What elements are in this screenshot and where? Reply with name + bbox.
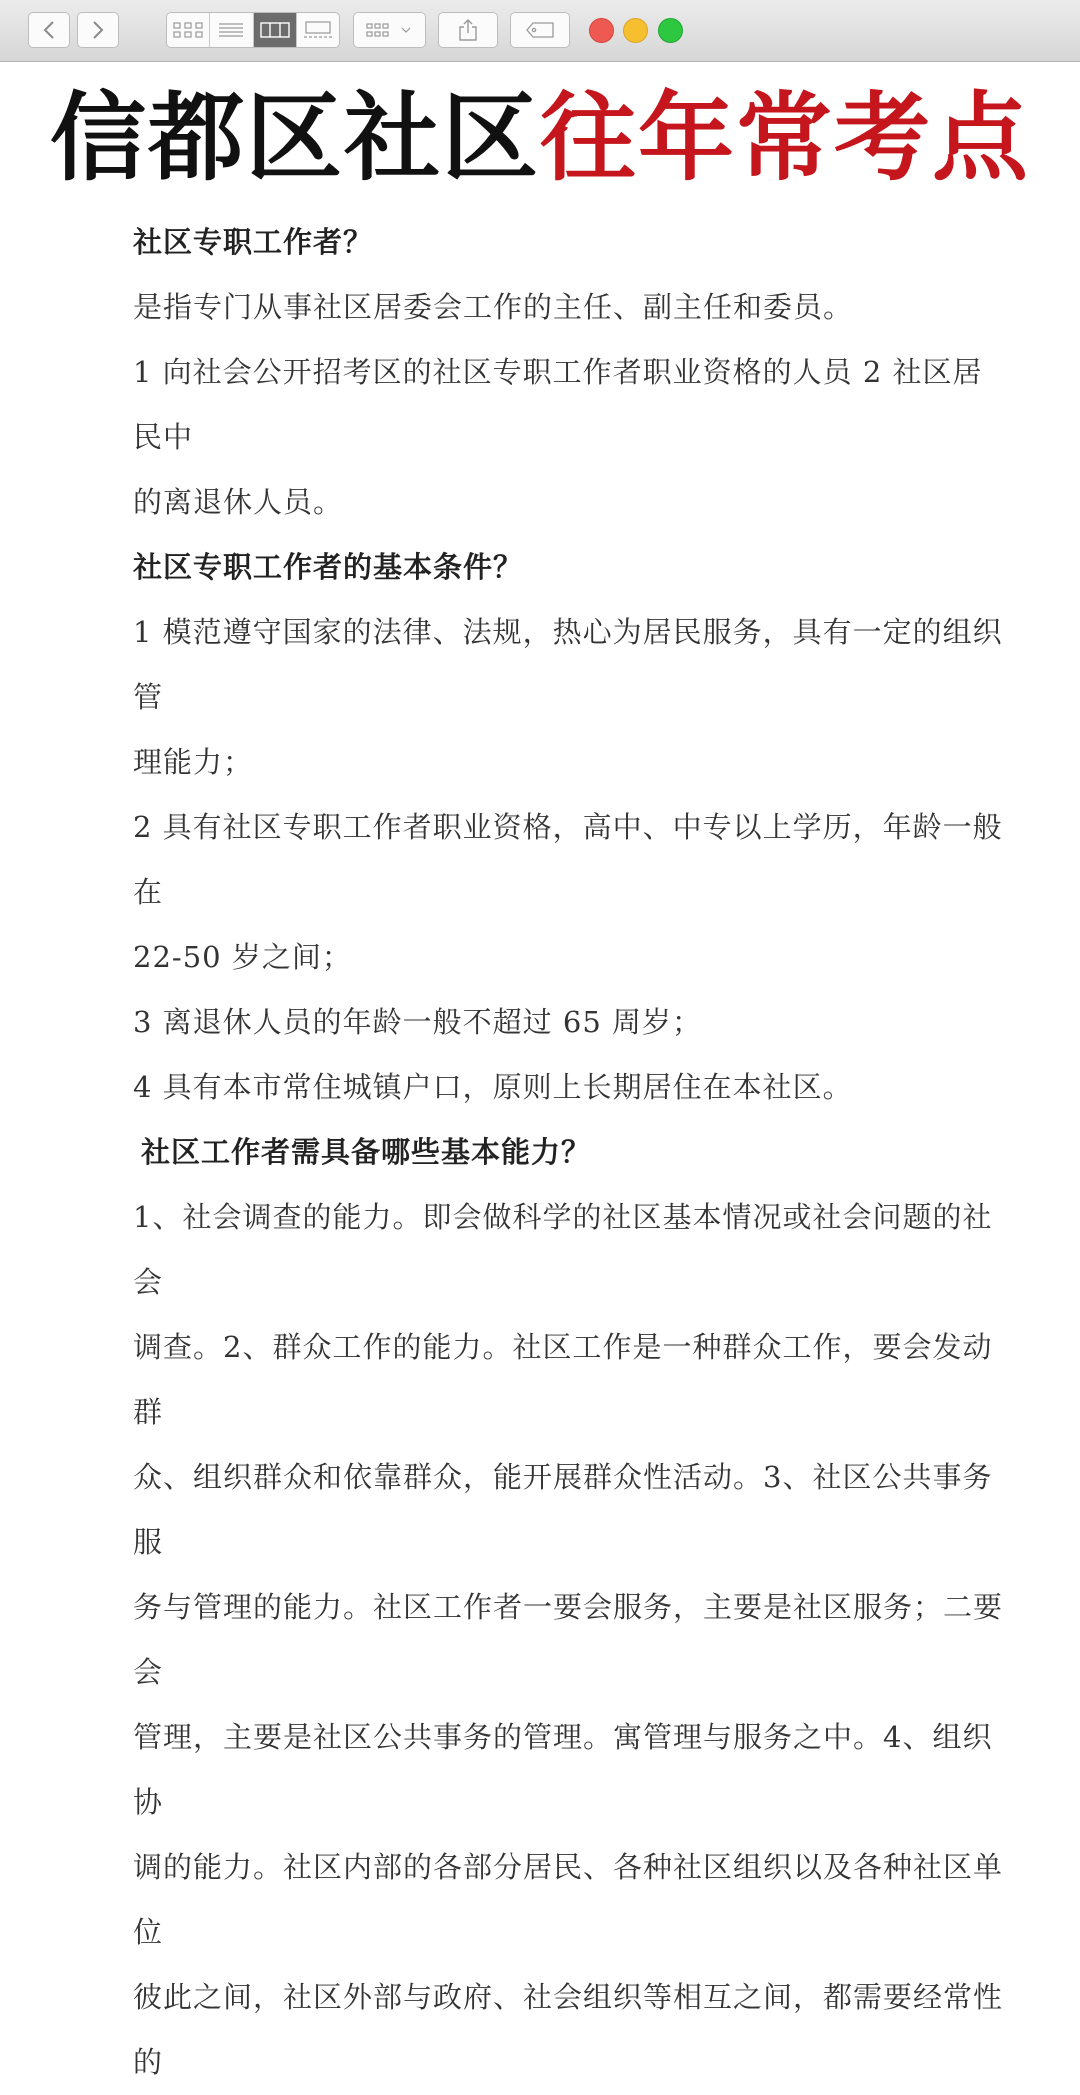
minimize-window-button[interactable]: [623, 18, 648, 43]
section-heading: 社区专职工作者的基本条件？: [133, 550, 524, 584]
document-line: 3 离退休人员的年龄一般不超过 65 周岁；: [133, 1005, 703, 1039]
forward-button[interactable]: [77, 12, 119, 48]
document-line: 4 具有本市常住城镇户口，原则上长期居住在本社区。: [133, 1070, 853, 1104]
document-line: 彼此之间，社区外部与政府、社会组织等相互之间，都需要经常性的: [133, 1980, 1004, 2079]
section-heading: 社区专职工作者？: [133, 225, 374, 259]
list-view-button[interactable]: [210, 13, 253, 47]
icon-view-button[interactable]: [167, 13, 210, 47]
group-by-icon: [365, 21, 415, 39]
share-button[interactable]: [438, 12, 498, 48]
document-line: 2 具有社区专职工作者职业资格，高中、中专以上学历，年龄一般在: [133, 810, 1003, 909]
back-button[interactable]: [28, 12, 70, 48]
view-mode-segmented-control: [166, 12, 340, 48]
document-line: 1、社会调查的能力。即会做科学的社区基本情况或社会问题的社会: [133, 1200, 993, 1299]
headline-black-part: 信都区社区: [50, 81, 540, 194]
document-line: 22-50 岁之间；: [133, 940, 352, 974]
columns-icon: [260, 21, 290, 39]
document-line: 的离退休人员。: [133, 485, 344, 519]
page-headline: [0, 70, 1080, 194]
gallery-view-button[interactable]: [297, 13, 339, 47]
chevron-left-icon: [43, 20, 55, 40]
document-line: 务与管理的能力。社区工作者一要会服务，主要是社区服务；二要会: [133, 1590, 1004, 1689]
document-line: 调的能力。社区内部的各部分居民、各种社区组织以及各种社区单位: [133, 1850, 1004, 1949]
document-line: 众、组织群众和依靠群众，能开展群众性活动。3、社区公共事务服: [133, 1460, 993, 1559]
close-window-button[interactable]: [589, 18, 614, 43]
document-line: 1 向社会公开招考区的社区专职工作者职业资格的人员 2 社区居民中: [133, 355, 983, 454]
tag-icon: [525, 21, 555, 39]
document-line: 是指专门从事社区居委会工作的主任、副主任和委员。: [133, 290, 854, 324]
document-line: 管理，主要是社区公共事务的管理。寓管理与服务之中。4、组织协: [133, 1720, 993, 1819]
tag-button[interactable]: [510, 12, 570, 48]
column-view-button[interactable]: [254, 13, 297, 47]
headline-red-part: 往年常考点: [540, 81, 1030, 194]
chevron-right-icon: [92, 20, 104, 40]
document-body: [133, 210, 1003, 2095]
group-by-button[interactable]: [353, 12, 426, 48]
share-icon: [458, 18, 478, 42]
document-line: 调查。2、群众工作的能力。社区工作是一种群众工作，要会发动群: [133, 1330, 993, 1429]
list-icon: [218, 21, 244, 39]
section-heading: 社区工作者需具备哪些基本能力？: [141, 1135, 592, 1169]
zoom-window-button[interactable]: [658, 18, 683, 43]
document-line: 1 模范遵守国家的法律、法规，热心为居民服务，具有一定的组织管: [133, 615, 1003, 714]
document-line: 理能力；: [133, 745, 254, 779]
gallery-icon: [303, 21, 333, 39]
grid-icon: [173, 21, 203, 39]
window-toolbar: [0, 0, 1080, 62]
